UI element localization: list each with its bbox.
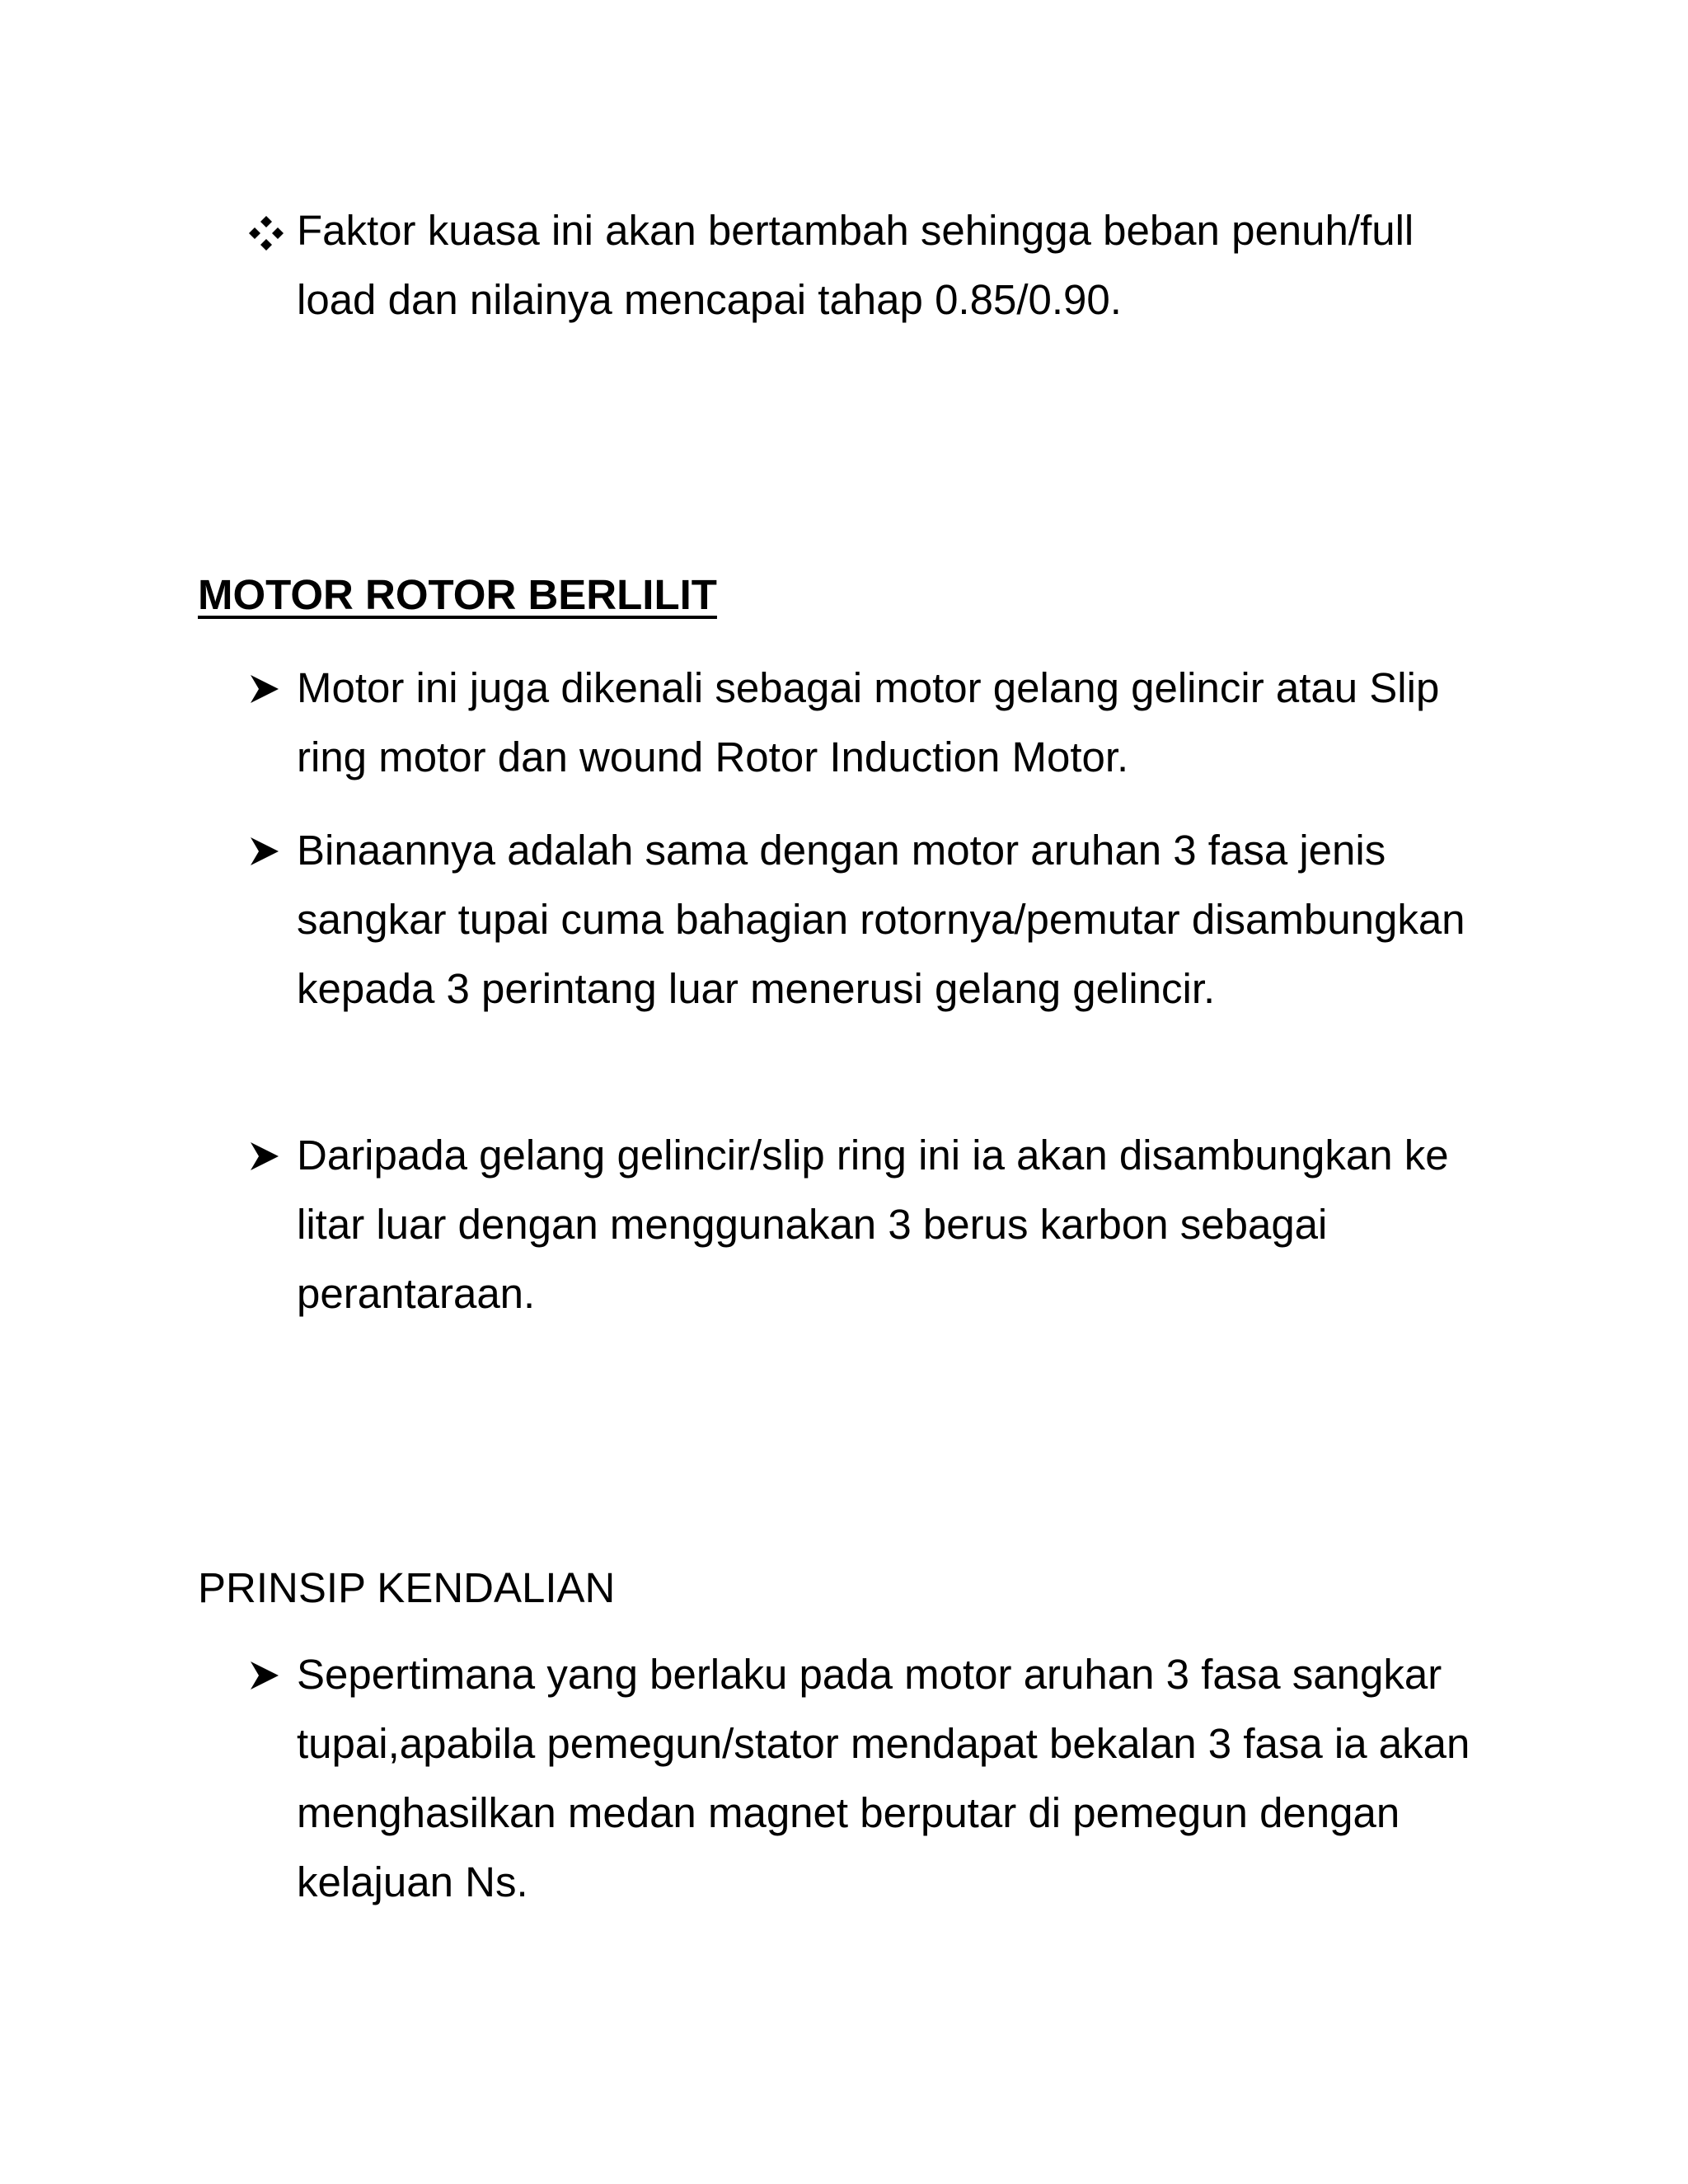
arrowhead-bullet-icon xyxy=(247,1640,297,1709)
list-item xyxy=(247,1640,1500,1917)
arrowhead-bullet-icon xyxy=(247,816,297,885)
list-item-text: Binaannya adalah sama dengan motor aruhan 3 fasa jenis sangkar tupai cuma bahagian rotornya/pemutar disambungkan kepada 3 perintang luar menerusi gelang gelincir. xyxy=(297,827,1465,1012)
list-item-text: Sepertimana yang berlaku pada motor aruhan 3 fasa sangkar tupai,apabila pemegun/stator mendapat bekalan 3 fasa ia akan menghasilkan medan magnet berputar di pemegun dengan kelajuan Ns. xyxy=(297,1651,1470,1905)
list-item-text: Motor ini juga dikenali sebagai motor gelang gelincir atau Slip ring motor dan wound Rotor Induction Motor. xyxy=(297,664,1440,780)
list-item xyxy=(247,1121,1500,1329)
arrowhead-bullet-icon xyxy=(247,1121,297,1190)
four-diamond-bullet-icon xyxy=(247,196,297,265)
list-item-text: Faktor kuasa ini akan bertambah sehingga beban penuh/full load dan nilainya mencapai tahap 0.85/0.90. xyxy=(297,207,1414,323)
list-item xyxy=(247,654,1500,792)
list-item xyxy=(247,816,1500,1024)
arrowhead-bullet-icon xyxy=(247,654,297,723)
list-item-text: Daripada gelang gelincir/slip ring ini ia akan disambungkan ke litar luar dengan menggunakan 3 berus karbon sebagai perantaraan. xyxy=(297,1132,1449,1317)
section-heading: MOTOR ROTOR BERLILIT xyxy=(198,571,717,618)
list-item xyxy=(247,196,1500,335)
section-heading: PRINSIP KENDALIAN xyxy=(198,1564,616,1611)
